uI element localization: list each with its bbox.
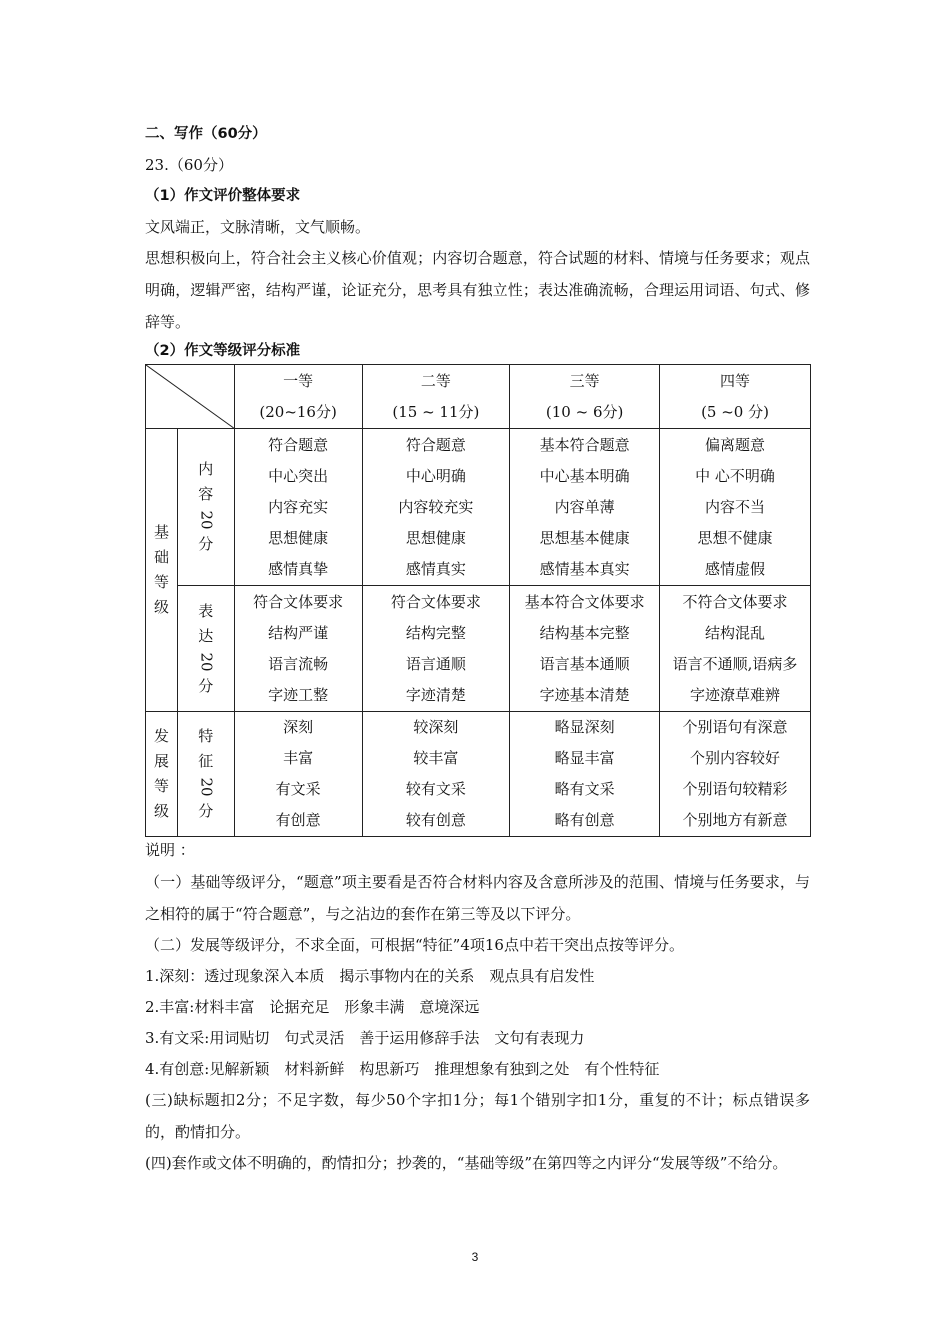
note-item-1: 1.深刻：透过现象深入本质 揭示事物内在的关系 观点具有启发性 [145,967,595,985]
note-1: （一）基础等级评分，“题意”项主要看是否符合材料内容及含意所涉及的范围、情境与任务要求，与之相符的属于“符合题意”，与之沾边的套作在第三等及以下评分。 [145,873,810,923]
feature-label: 特 征 20 分 [177,712,234,837]
feature-level-2: 较深刻 较丰富 较有文采 较有创意 [362,712,510,837]
level-3-header: 三等 (10 ~ 6分) [510,365,660,429]
content-row [146,429,811,586]
part1-line1: 文风端正，文脉清晰，文气顺畅。 [145,218,371,236]
note-item-3: 3.有文采:用词贴切 句式灵活 善于运用修辞手法 文句有表现力 [145,1029,585,1047]
expression-level-3: 基本符合文体要求 结构基本完整 语言基本通顺 字迹基本清楚 [510,586,660,712]
notes-title: 说明 ： [145,841,195,859]
section-title: 二、写作（60分） [145,126,267,142]
content-level-3: 基本符合题意 中心基本明确 内容单薄 思想基本健康 感情基本真实 [510,429,660,586]
part1-paragraph: 思想积极向上，符合社会主义核心价值观；内容切合题意，符合试题的材料、情境与任务要求；观点明确，逻辑严密，结构严谨，论证充分，思考具有独立性；表达准确流畅，合理运用词语、句式、修辞等。 [145,249,810,331]
note-item-2: 2.丰富:材料丰富 论据充足 形象丰满 意境深远 [145,998,480,1016]
note-item-4: 4.有创意:见解新颖 材料新鲜 构思新巧 推理想象有独到之处 有个性特征 [145,1060,660,1078]
feature-level-4: 个别语句有深意 个别内容较好 个别语句较精彩 个别地方有新意 [660,712,811,837]
content-level-4: 偏离题意 中 心不明确 内容不当 思想不健康 感情虚假 [660,429,811,586]
part1-heading: （1）作文评价整体要求 [145,188,301,204]
feature-level-3: 略显深刻 略显丰富 略有文采 略有创意 [510,712,660,837]
expression-row [146,586,811,712]
expression-level-1: 符合文体要求 结构严谨 语言流畅 字迹工整 [234,586,362,712]
note-4: (四)套作或文体不明确的，酌情扣分；抄袭的，“基础等级”在第四等之内评分“发展等级”不给分。 [145,1154,788,1172]
page-number: 3 [471,1250,479,1264]
level-1-header: 一等 (20~16分) [234,365,362,429]
diagonal-corner-cell [146,365,235,429]
content-level-2: 符合题意 中心明确 内容较充实 思想健康 感情真实 [362,429,510,586]
level-2-header: 二等 (15 ~ 11分) [362,365,510,429]
content-level-1: 符合题意 中心突出 内容充实 思想健康 感情真挚 [234,429,362,586]
level-4-header: 四等 (5 ~0 分) [660,365,811,429]
basic-level-label: 基 础 等 级 [146,429,178,712]
table-header-row [146,365,811,429]
note-3: (三)缺标题扣2分；不足字数，每少50个字扣1分；每1个错别字扣1分，重复的不计；标点错误多的，酌情扣分。 [145,1091,810,1141]
part2-heading: （2）作文等级评分标准 [145,343,301,359]
feature-level-1: 深刻 丰富 有文采 有创意 [234,712,362,837]
grading-table [145,364,811,837]
note-2: （二）发展等级评分，不求全面，可根据“特征”4项16点中若干突出点按等评分。 [145,936,684,954]
question-number: 23.（60分） [145,156,233,174]
feature-row [146,712,811,837]
content-label: 内 容 20 分 [177,429,234,586]
expression-level-2: 符合文体要求 结构完整 语言通顺 字迹清楚 [362,586,510,712]
diagonal-line [146,365,234,428]
development-level-label: 发 展 等 级 [146,712,178,837]
expression-label: 表 达 20 分 [177,586,234,712]
expression-level-4: 不符合文体要求 结构混乱 语言不通顺,语病多 字迹潦草难辨 [660,586,811,712]
